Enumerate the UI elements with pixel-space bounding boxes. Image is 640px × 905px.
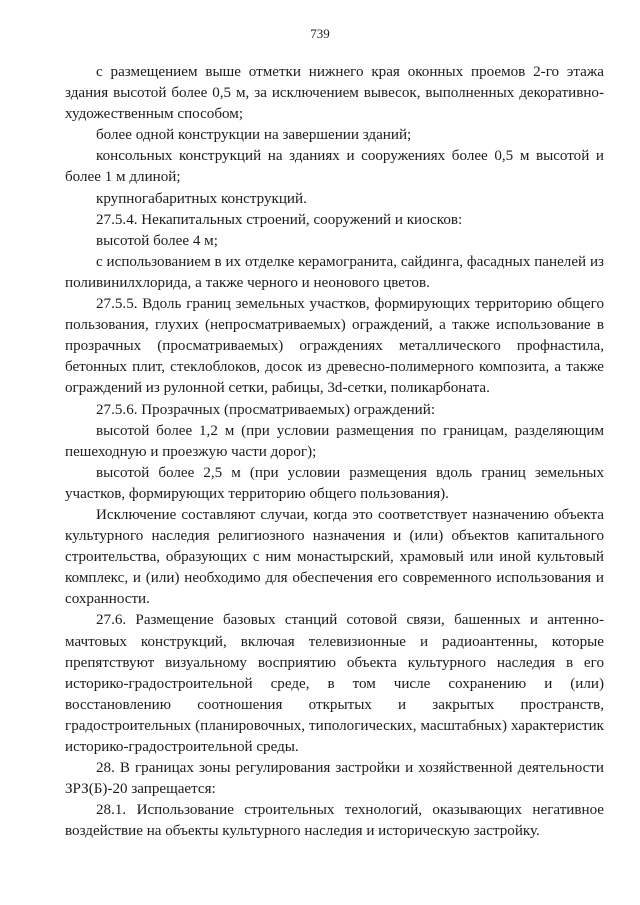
paragraph: высотой более 1,2 м (при условии размещения по границам, разделяющим пешеходную и проезжую части дорог);: [65, 422, 604, 460]
paragraph: Исключение составляют случаи, когда это соответствует назначению объекта культурного наследия религиозного назначения и (или) объектов капитального строительства, образующих с ним монастырский, храмовый или иной культовый комплекс, и (или) необходимо для обеспечения его современного использования и сохранности.: [65, 506, 604, 608]
paragraph: 28. В границах зоны регулирования застройки и хозяйственной деятельности ЗРЗ(Б)-20 запрещается:: [65, 760, 604, 798]
paragraph: 28.1. Использование строительных технологий, оказывающих негативное воздействие на объекты культурного наследия и историческую застройку.: [65, 802, 604, 840]
page-number: 739: [310, 26, 330, 41]
document-body: [65, 62, 604, 842]
paragraph: с размещением выше отметки нижнего края оконных проемов 2-го этажа здания высотой более 0,5 м, за исключением вывесок, выполненных декоративно-художественным способом;: [65, 64, 604, 123]
paragraph: высотой более 2,5 м (при условии размещения вдоль границ земельных участков, формирующих территорию общего пользования).: [65, 464, 604, 502]
paragraph: 27.5.6. Прозрачных (просматриваемых) ограждений:: [96, 401, 436, 418]
paragraph: крупногабаритных конструкций.: [96, 190, 307, 207]
paragraph: с использованием в их отделке керамогранита, сайдинга, фасадных панелей из поливинилхлорида, а также черного и неонового цветов.: [65, 253, 604, 291]
paragraph: 27.5.5. Вдоль границ земельных участков, формирующих территорию общего пользования, глухих (непросматриваемых) ограждений, а также использование в прозрачных (просматриваемых) ограждениях металлического профнастила, бетонных плит, стеклоблоков, досок из древесно-полимерного композита, а также ограждений из рулонной сетки, рабицы, 3d-сетки, поликарбоната.: [65, 296, 604, 397]
paragraph: высотой более 4 м;: [96, 232, 218, 249]
paragraph: консольных конструкций на зданиях и сооружениях более 0,5 м высотой и более 1 м длиной;: [65, 148, 604, 186]
paragraph: 27.5.4. Некапитальных строений, сооружений и киосков:: [96, 211, 463, 228]
paragraph: более одной конструкции на завершении зданий;: [96, 127, 412, 144]
paragraph: 27.6. Размещение базовых станций сотовой связи, башенных и антенно-мачтовых конструкций, включая телевизионные и радиоантенны, которые препятствуют визуальному восприятию объекта культурного наследия в его историко-градостроительной среде, в том числе сохранению и (или) восстановлению соотношения открытых и закрытых пространств, градостроительных (планировочных, типологических, масштабных) характеристик историко-градостроительной среды.: [65, 612, 604, 755]
